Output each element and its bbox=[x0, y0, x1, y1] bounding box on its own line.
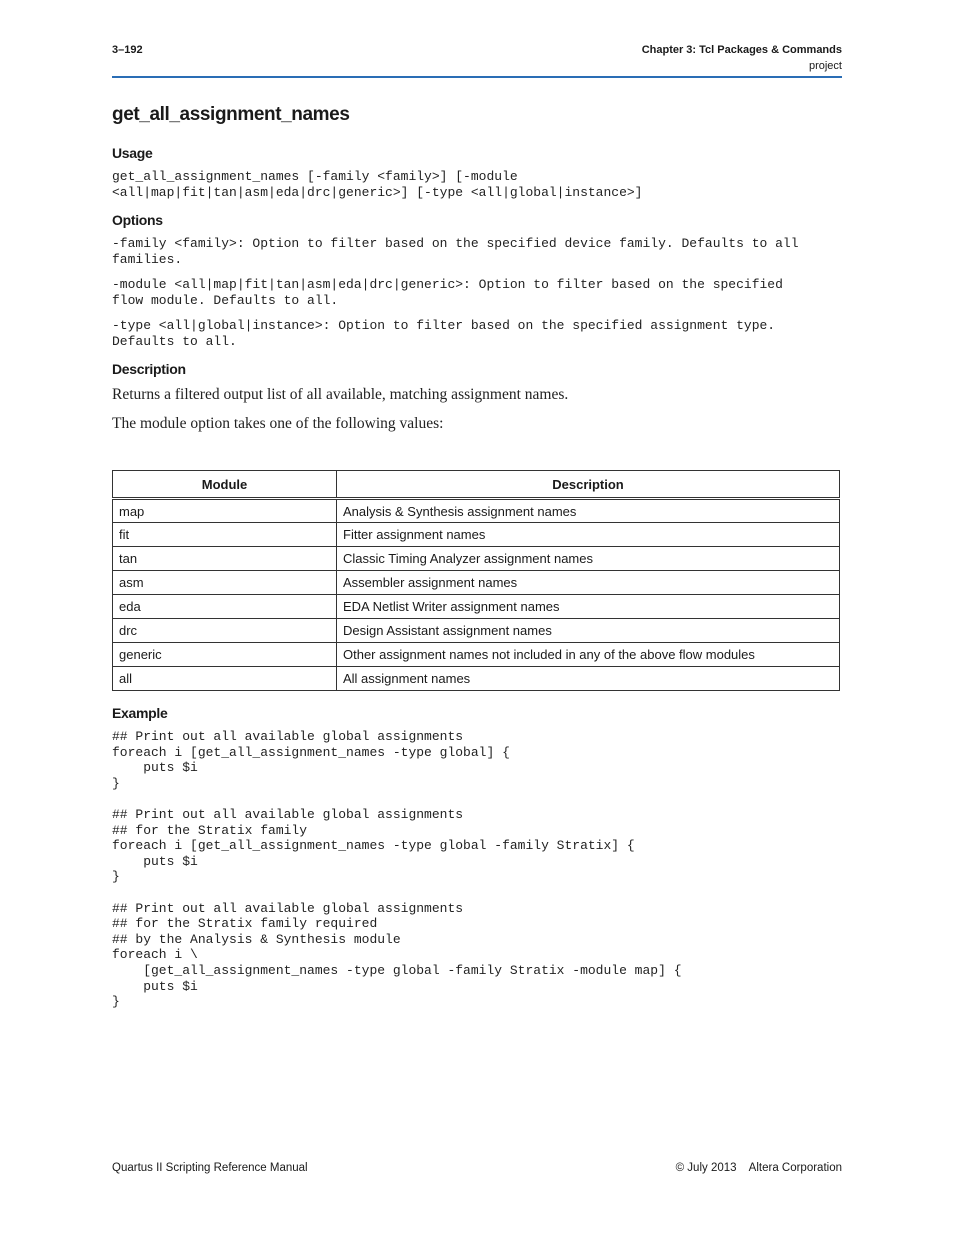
example-code: ## Print out all available global assignments foreach i [get_all_assignment_names -type global] { puts $i } ## Print out all available global assignments ## for the Stratix family foreach i [get_all_assignment_names -type global -family Stratix] { puts $i } ## Print out all available global assignments ## for the Stratix family required ## by the Analysis & Synthesis module foreach i \ [get_all_assignment_names -type global -family Stratix -module map] { puts $i } bbox=[112, 729, 682, 1010]
description-cell: All assignment names bbox=[337, 667, 840, 691]
description-cell: EDA Netlist Writer assignment names bbox=[337, 595, 840, 619]
description-cell: Analysis & Synthesis assignment names bbox=[337, 499, 840, 523]
table-row bbox=[113, 667, 840, 691]
table-row bbox=[113, 595, 840, 619]
description-cell: Assembler assignment names bbox=[337, 571, 840, 595]
table-row bbox=[113, 643, 840, 667]
description-heading: Description bbox=[112, 361, 186, 377]
option-module: -module <all|map|fit|tan|asm|eda|drc|generic>: Option to filter based on the specified flow module. Defaults to all. bbox=[112, 277, 783, 308]
manual-title: Quartus II Scripting Reference Manual bbox=[112, 1162, 308, 1174]
page-content bbox=[112, 104, 842, 1010]
table-row bbox=[113, 619, 840, 643]
options-heading: Options bbox=[112, 212, 163, 228]
module-cell: all bbox=[113, 667, 337, 691]
description-cell: Design Assistant assignment names bbox=[337, 619, 840, 643]
page-number: 3–192 bbox=[112, 44, 143, 56]
table-header-row bbox=[113, 471, 840, 499]
command-title: get_all_assignment_names bbox=[112, 104, 350, 125]
table-row bbox=[113, 523, 840, 547]
option-type: -type <all|global|instance>: Option to filter based on the specified assignment type. Defaults to all. bbox=[112, 318, 776, 349]
description-cell: Classic Timing Analyzer assignment names bbox=[337, 547, 840, 571]
example-heading: Example bbox=[112, 705, 168, 721]
usage-text: get_all_assignment_names [-family <family>] [-module <all|map|fit|tan|asm|eda|drc|generic>] [-type <all|global|instance>] bbox=[112, 169, 643, 200]
module-cell: fit bbox=[113, 523, 337, 547]
description-paragraph: Returns a filtered output list of all available, matching assignment names. bbox=[112, 386, 569, 403]
table-row bbox=[113, 547, 840, 571]
module-cell: asm bbox=[113, 571, 337, 595]
module-cell: tan bbox=[113, 547, 337, 571]
usage-heading: Usage bbox=[112, 145, 153, 161]
module-cell: eda bbox=[113, 595, 337, 619]
column-header-description: Description bbox=[337, 471, 840, 499]
chapter-title: Chapter 3: Tcl Packages & Commands bbox=[641, 44, 842, 56]
table-row bbox=[113, 571, 840, 595]
description-cell: Other assignment names not included in any of the above flow modules bbox=[337, 643, 840, 667]
description-paragraph: The module option takes one of the following values: bbox=[112, 415, 444, 432]
module-cell: generic bbox=[113, 643, 337, 667]
page-header bbox=[112, 40, 842, 78]
module-cell: map bbox=[113, 499, 337, 523]
module-cell: drc bbox=[113, 619, 337, 643]
table-row bbox=[113, 499, 840, 523]
copyright: © July 2013 Altera Corporation bbox=[675, 1162, 842, 1174]
module-table bbox=[112, 470, 840, 691]
description-cell: Fitter assignment names bbox=[337, 523, 840, 547]
option-family: -family <family>: Option to filter based on the specified device family. Defaults to all families. bbox=[112, 236, 799, 267]
column-header-module: Module bbox=[113, 471, 337, 499]
section-label: project bbox=[808, 60, 842, 72]
